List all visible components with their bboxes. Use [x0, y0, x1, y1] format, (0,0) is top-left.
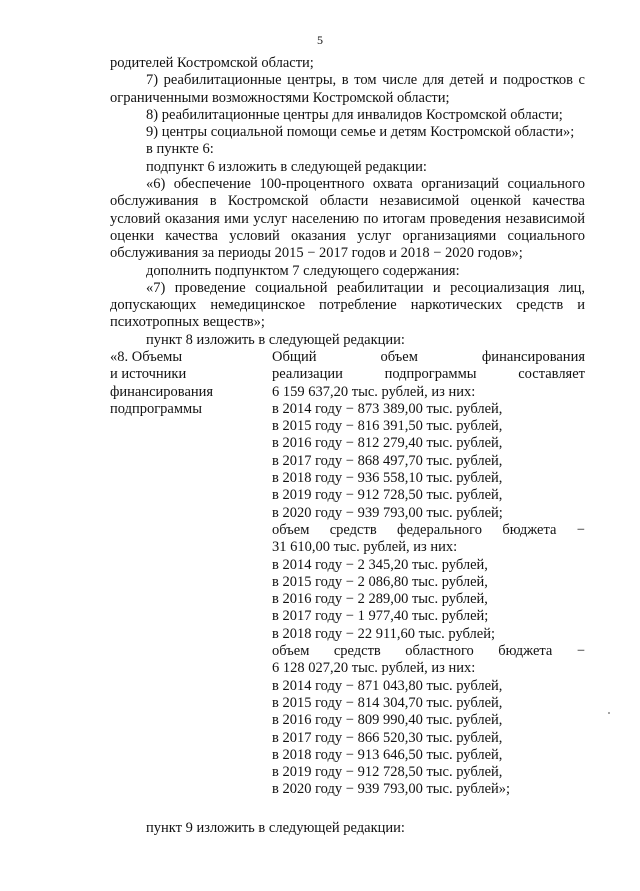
table-value-line: в 2017 году − 866 520,30 тыс. рублей,: [272, 729, 503, 746]
paragraph: [110, 124, 585, 141]
table-label-line: финансирования: [110, 383, 214, 400]
table-label-line: «8. Объемы: [110, 349, 183, 365]
table-value-line: в 2014 году − 2 345,20 тыс. рублей,: [272, 556, 488, 573]
text-line: психотропных веществ»;: [110, 314, 265, 331]
table-value-line: в 2016 году − 2 289,00 тыс. рублей,: [272, 591, 488, 608]
text-line: 8) реабилитационные центры для инвалидов Костромской области;: [146, 106, 563, 123]
table-value-line: в 2018 году − 936 558,10 тыс. рублей,: [272, 470, 503, 487]
table-value-line: Общий объем финансирования: [272, 349, 585, 365]
table-value-line: в 2015 году − 2 086,80 тыс. рублей,: [272, 573, 488, 590]
text-line: оценки качества условий оказания услуг организациями социального: [110, 227, 585, 244]
table-value-line: 31 610,00 тыс. рублей, из них:: [272, 539, 458, 556]
paragraph: [110, 72, 585, 107]
table-value-line: 6 128 027,20 тыс. рублей, из них:: [272, 660, 476, 677]
table-value-line: в 2018 году − 22 911,60 тыс. рублей;: [272, 625, 496, 642]
paragraph: [110, 55, 585, 72]
text-line: родителей Костромской области;: [110, 55, 314, 71]
text-line: 9) центры социальной помощи семье и детям Костромской области»;: [146, 124, 575, 141]
page-number: 5: [317, 33, 323, 47]
table-value-line: объем средств федерального бюджета −: [272, 521, 585, 538]
document-body: [110, 55, 585, 349]
table-label-line: и источники: [110, 366, 187, 383]
table-value-line: в 2014 году − 873 389,00 тыс. рублей,: [272, 400, 503, 417]
paragraph: [110, 159, 585, 176]
table-value-line: в 2016 году − 809 990,40 тыс. рублей,: [272, 712, 503, 729]
table-value-line: в 2018 году − 913 646,50 тыс. рублей,: [272, 746, 503, 763]
text-line: обслуживания в Костромской области независимой оценкой качества: [110, 193, 585, 210]
table-value-line: в 2015 году − 816 391,50 тыс. рублей,: [272, 418, 503, 435]
financing-table: [110, 349, 585, 799]
paragraph: [110, 263, 585, 280]
table-value-line: в 2020 году − 939 793,00 тыс. рублей»;: [272, 781, 511, 798]
text-line: 7) реабилитационные центры, в том числе для детей и подростков с: [146, 72, 585, 89]
table-value-column: [272, 349, 585, 799]
table-value-line: в 2016 году − 812 279,40 тыс. рублей,: [272, 435, 503, 452]
paragraph: [110, 280, 585, 332]
paragraph: [110, 176, 585, 262]
table-value-line: 6 159 637,20 тыс. рублей, из них:: [272, 383, 476, 400]
table-value-line: реализации подпрограммы составляет: [272, 366, 585, 383]
table-label-column: [110, 349, 272, 799]
table-value-line: объем средств областного бюджета −: [272, 643, 585, 660]
table-value-line: в 2019 году − 912 728,50 тыс. рублей,: [272, 487, 503, 504]
table-value-line: в 2019 году − 912 728,50 тыс. рублей,: [272, 764, 503, 781]
table-value-line: в 2017 году − 868 497,70 тыс. рублей,: [272, 452, 503, 469]
text-line: в пункте 6:: [146, 141, 214, 158]
text-line: ограниченными возможностями Костромской области;: [110, 89, 450, 106]
table-value-line: в 2014 году − 871 043,80 тыс. рублей,: [272, 677, 503, 694]
text-line: «6) обеспечение 100-процентного охвата организаций социального: [146, 176, 585, 193]
table-value-line: в 2017 году − 1 977,40 тыс. рублей;: [272, 608, 489, 625]
paragraph: [110, 332, 585, 349]
text-line: условий оказания ими услуг населению по итогам проведения независимой: [110, 210, 585, 227]
text-line: допускающих немедицинское потребление наркотических средств и: [110, 297, 585, 314]
table-value-line: в 2015 году − 814 304,70 тыс. рублей,: [272, 694, 503, 711]
text-line: пункт 8 изложить в следующей редакции:: [146, 331, 405, 348]
text-line: «7) проведение социальной реабилитации и ресоциализация лиц,: [146, 279, 585, 296]
scan-speck: [608, 712, 610, 714]
table-label-line: подпрограммы: [110, 400, 202, 417]
text-line: обслуживания за периоды 2015 − 2017 годов и 2018 − 2020 годов»;: [110, 245, 523, 262]
paragraph: [110, 107, 585, 124]
text-line: подпункт 6 изложить в следующей редакции:: [146, 158, 427, 175]
table-value-line: в 2020 году − 939 793,00 тыс. рублей;: [272, 504, 503, 521]
text-line: дополнить подпунктом 7 следующего содержания:: [146, 262, 460, 279]
after-table-text: пункт 9 изложить в следующей редакции:: [146, 820, 405, 836]
paragraph: [110, 141, 585, 158]
